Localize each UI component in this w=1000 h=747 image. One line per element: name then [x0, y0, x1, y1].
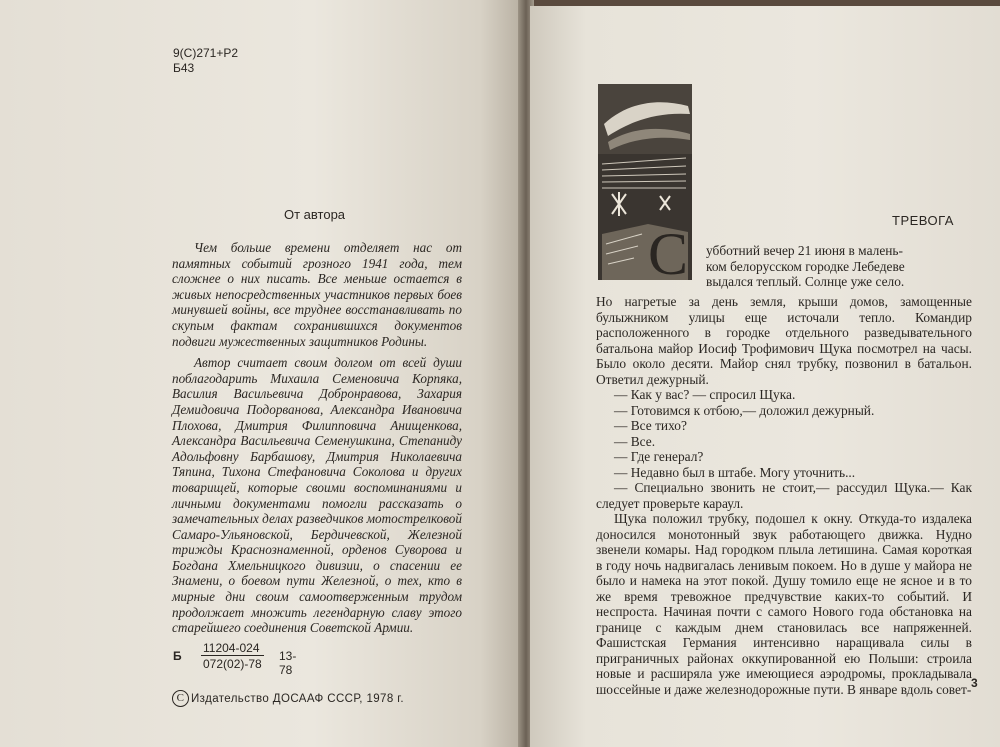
dialogue-line: — Где генерал?	[614, 449, 704, 464]
chapter-text	[596, 294, 972, 697]
dialogue-line: — Специально звонить не стоит,— рассудил Щука.— Как следует проверьте караул.	[596, 480, 972, 511]
opening-lines	[706, 243, 974, 290]
copyright-icon: C	[172, 690, 189, 707]
preface-heading: От автора	[284, 207, 346, 222]
text-paragraph: Но нагретые за день земля, крыши домов, замощенные булыжником улицы еще источали тепло. Командир расположенного в городке отдельного разведывательного батальона майор Иосиф Трофимович Щука посмотрел на часы. Было около десяти. Майор снял трубку, позвонил в батальон. Ответил дежурный.	[596, 294, 972, 387]
opening-line: убботний вечер 21 июня в малень-	[706, 243, 903, 258]
catalog-fraction	[201, 641, 264, 671]
catalog-tail: 13-78	[279, 649, 297, 677]
right-page	[530, 6, 1000, 747]
dialogue-line: — Недавно был в штабе. Могу уточнить...	[614, 464, 856, 480]
dialogue-line: — Готовимся к отбою,— доложил дежурный.	[614, 402, 875, 418]
opening-line: ком белорусском городке Лебедеве	[706, 258, 905, 274]
chapter-title: ТРЕВОГА	[892, 213, 954, 228]
drop-cap: С	[648, 221, 689, 287]
dialogue-line: — Как у вас? — спросил Щука.	[614, 387, 796, 402]
catalog-denominator: 072(02)-78	[203, 657, 262, 671]
dialogue-line: — Все.	[614, 433, 656, 449]
catalog-letter: Б	[173, 649, 182, 663]
preface-paragraph: Автор считает своим долгом от всей души поблагодарить Михаила Семеновича Корпяка, Василия Васильевича Добронравова, Захария Демидовича Подорванова, Александра Ивановича Плохова, Дмитрия Филипповича Анищенкова, Александра Васильевича Семенушкина, Степаниду Адольфовну Барбашову, Дмитрия Николаевича Тяпина, Тихона Стефановича Соколова и других товарищей, которые своими воспоминаниями и личными документами помогли рассказать о замечательных делах разведчиков мотострелковой Самаро-Ульяновской, Бердичевской, Железной трижды Краснознаменной, орденов Суворова и Богдана Хмельницкого дивизии, о спасении ее Знамени, о боевом пути Железной, о тех, кто в мирные дни своим самоотверженным трудом продолжает множить легендарную славу этого старейшего соединения Советской Армии.	[172, 355, 462, 636]
bbk-index: 9(С)271+Р2	[173, 46, 239, 60]
text-paragraph: Щука положил трубку, подошел к окну. Откуда-то издалека доносился монотонный звук работающего движка. Нудно звенели комары. Над городком плыла летишина. Самая короткая в году ночь надвигалась ленивым покоем. Но в душе у майора не было и намека на этот покой. Душу томило еще не ясное и в то же время тревожное предчувствие каких-то событий. И неспроста. Начиная почти с самого Нового года обстановка на границе с каждым днем становилась все напряженней. Фашистская Германия интенсивно наращивала силы в приграничных районах оккупированной ею Польши: строила новые и расширяла уже имеющиеся аэродромы, прокладывала шоссейные и даже железнодорожные пути. В январе вдоль совет-	[596, 511, 972, 697]
dialogue-line: — Все тихо?	[614, 418, 687, 433]
preface-text	[172, 240, 462, 636]
copyright-text: Издательство ДОСААФ СССР, 1978 г.	[191, 692, 405, 705]
copyright-line	[172, 690, 404, 707]
author-mark: Б43	[173, 61, 195, 75]
page-number: 3	[971, 676, 978, 690]
opening-line: выдался теплый. Солнце уже село.	[706, 274, 905, 289]
classification-code	[173, 46, 238, 76]
preface-paragraph: Чем больше времени отделяет нас от памятных событий грозного 1941 года, тем сложнее о них писать. Все меньше остается в живых непосредственных участников первых боев минувшей войны, все труднее восстанавливать по скупым фактам сохранившихся документов подвиги мужественных защитников Родины.	[172, 240, 462, 349]
catalog-numerator: 11204-024	[203, 641, 260, 655]
